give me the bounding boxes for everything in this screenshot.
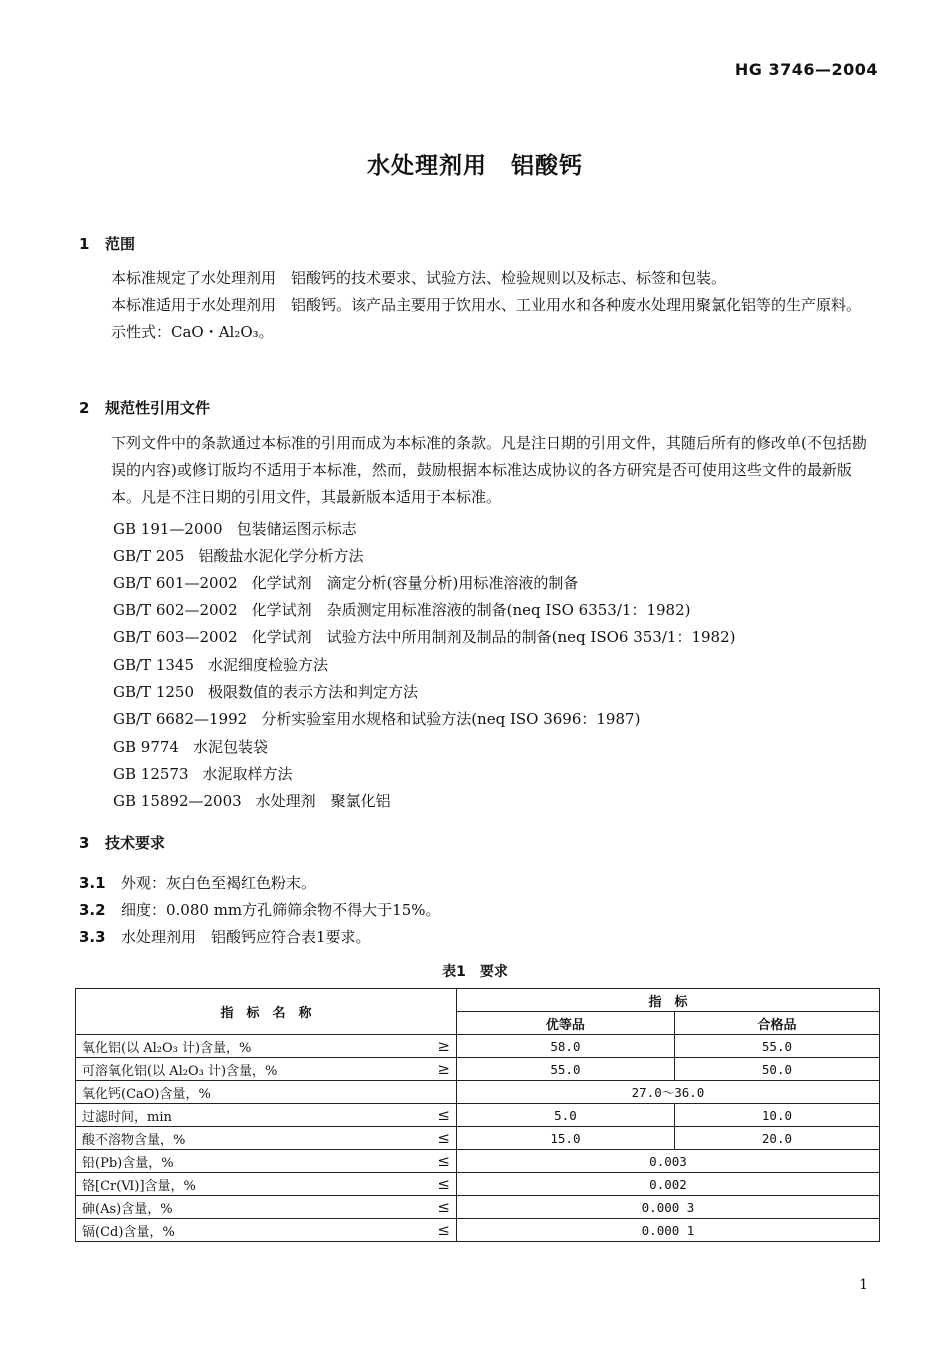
section-1-heading bbox=[79, 233, 135, 254]
reference-item: GB/T 1345 水泥细度检验方法 bbox=[113, 656, 329, 674]
reference-item: GB/T 601—2002 化学试剂 滴定分析(容量分析)用标准溶液的制备 bbox=[113, 574, 579, 592]
section-3-heading bbox=[79, 832, 165, 853]
reference-item: GB/T 603—2002 化学试剂 试验方法中所用制剂及制品的制备(neq ISO6 353/1：1982) bbox=[113, 628, 736, 646]
page-number: 1 bbox=[859, 1277, 868, 1293]
section-title: 范围 bbox=[105, 235, 136, 253]
reference-item: GB/T 602—2002 化学试剂 杂质测定用标准溶液的制备(neq ISO 6353/1：1982) bbox=[113, 601, 691, 619]
requirement-item: 3.3 水处理剂用 铝酸钙应符合表1要求。 bbox=[79, 928, 371, 946]
paragraph: 示性式：CaO・Al₂O₃。 bbox=[111, 323, 274, 341]
section-title: 技术要求 bbox=[105, 834, 166, 852]
requirements-table bbox=[75, 988, 880, 1242]
table-caption: 表1 要求 bbox=[442, 964, 508, 980]
reference-item: GB 12573 水泥取样方法 bbox=[113, 765, 293, 783]
requirement-item: 3.1 外观：灰白色至褐红色粉末。 bbox=[79, 874, 317, 892]
paragraph: 本标准适用于水处理剂用 铝酸钙。该产品主要用于饮用水、工业用水和各种废水处理用聚氯化铝等的生产原料。 bbox=[111, 296, 862, 314]
table-row: 铅(Pb)含量，% ≤ 0.003 bbox=[76, 1150, 880, 1173]
section-2-heading bbox=[79, 397, 210, 418]
table-row: 砷(As)含量，% ≤ 0.000 3 bbox=[76, 1196, 880, 1219]
header-qualified-grade: 合格品 bbox=[674, 1012, 879, 1035]
section-number: 3 bbox=[79, 834, 90, 852]
table-row: 镉(Cd)含量，% ≤ 0.000 1 bbox=[76, 1219, 880, 1242]
paragraph: 本标准规定了水处理剂用 铝酸钙的技术要求、试验方法、检验规则以及标志、标签和包装。 bbox=[111, 269, 727, 287]
section-number: 2 bbox=[79, 399, 90, 417]
reference-item: GB 15892—2003 水处理剂 聚氯化铝 bbox=[113, 792, 391, 810]
table-row: 过滤时间，min ≤ 5.0 10.0 bbox=[76, 1104, 880, 1127]
section-2-intro bbox=[79, 430, 879, 511]
section-number: 1 bbox=[79, 235, 90, 253]
document-title: 水处理剂用 铝酸钙 bbox=[367, 153, 583, 179]
header-indicator-name: 指 标 名 称 bbox=[76, 989, 457, 1035]
section-1-body bbox=[79, 265, 879, 346]
table-row: 酸不溶物含量，% ≤ 15.0 20.0 bbox=[76, 1127, 880, 1150]
reference-item: GB/T 205 铝酸盐水泥化学分析方法 bbox=[113, 547, 364, 565]
standard-code: HG 3746—2004 bbox=[734, 60, 878, 79]
requirement-item: 3.2 细度：0.080 mm方孔筛筛余物不得大于15%。 bbox=[79, 901, 441, 919]
reference-item: GB 191—2000 包装储运图示标志 bbox=[113, 520, 357, 538]
section-title: 规范性引用文件 bbox=[105, 399, 211, 417]
reference-item: GB/T 1250 极限数值的表示方法和判定方法 bbox=[113, 683, 419, 701]
reference-item: GB 9774 水泥包装袋 bbox=[113, 738, 268, 756]
table-row: 可溶氧化铝(以 Al₂O₃ 计)含量，% ≥ 55.0 50.0 bbox=[76, 1058, 880, 1081]
paragraph: 下列文件中的条款通过本标准的引用而成为本标准的条款。凡是注日期的引用文件，其随后所有的修改单(不包括勘误的内容)或修订版均不适用于本标准，然而，鼓励根据本标准达成协议的各方研究是否可使用这些文件的最新版本。凡是不注日期的引用文件，其最新版本适用于本标准。 bbox=[111, 434, 867, 506]
header-indicator: 指 标 bbox=[456, 989, 879, 1012]
reference-item: GB/T 6682—1992 分析实验室用水规格和试验方法(neq ISO 3696：1987) bbox=[113, 710, 641, 728]
table-row: 铬[Cr(Ⅵ)]含量，% ≤ 0.002 bbox=[76, 1173, 880, 1196]
table-row: 氧化铝(以 Al₂O₃ 计)含量，% ≥ 58.0 55.0 bbox=[76, 1035, 880, 1058]
header-premium-grade: 优等品 bbox=[456, 1012, 674, 1035]
table-row: 氧化钙(CaO)含量，% 27.0～36.0 bbox=[76, 1081, 880, 1104]
